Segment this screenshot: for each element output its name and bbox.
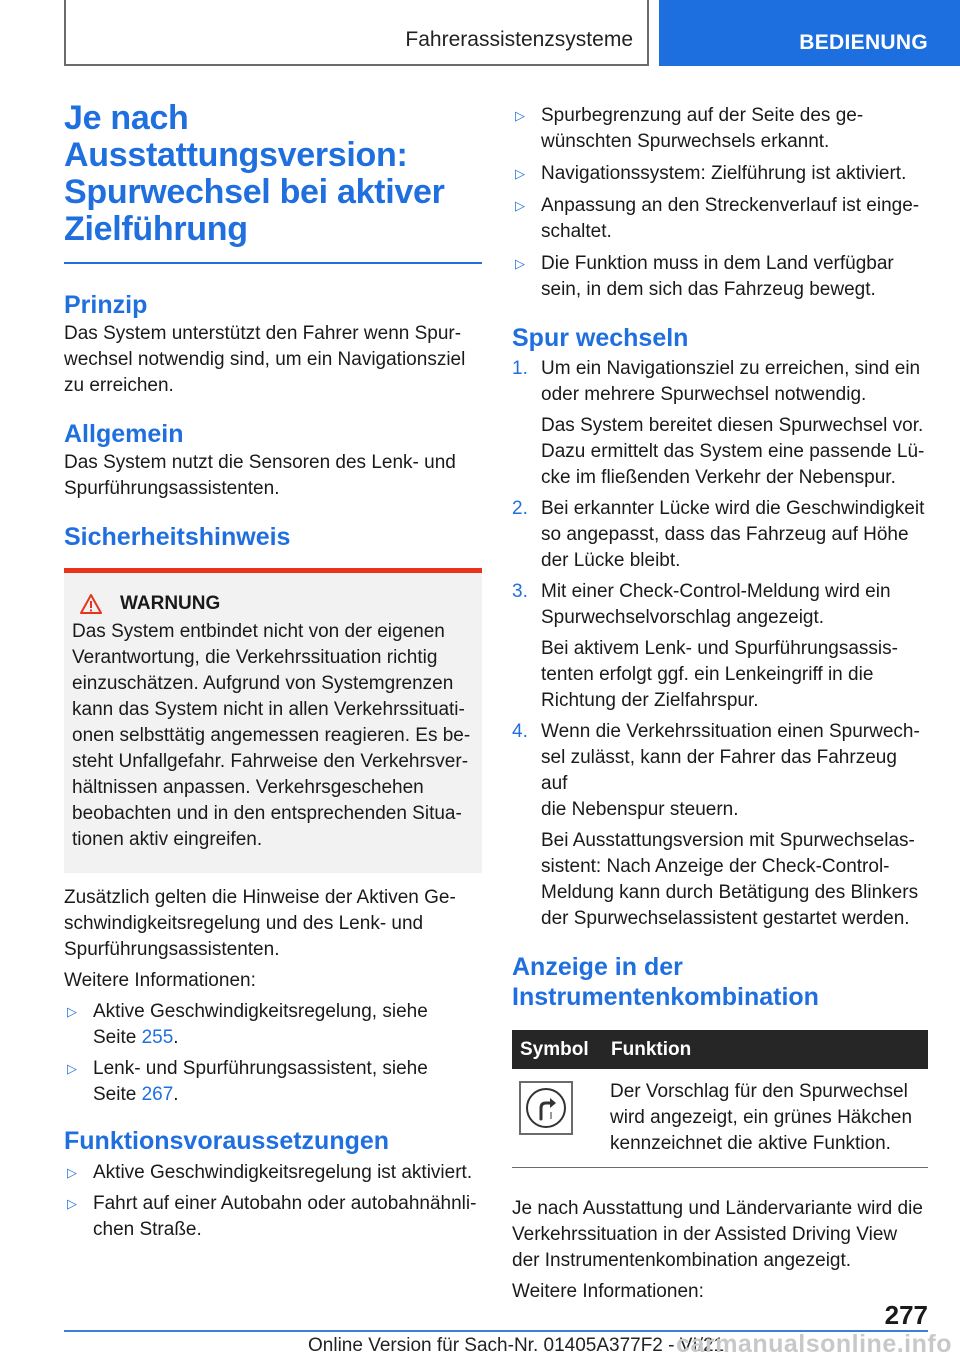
list-item: ▷ Spurbegrenzung auf der Seite des ge- wünschten Spurwechsels erkannt. (512, 103, 928, 155)
page-link-267[interactable]: 267 (141, 1084, 174, 1105)
triangle-bullet-icon: ▷ (67, 1061, 77, 1076)
left-column (64, 100, 482, 1243)
triangle-bullet-icon: ▷ (67, 1196, 77, 1211)
col-funktion: Funktion (603, 1030, 928, 1069)
page-link-255[interactable]: 255 (141, 1027, 174, 1048)
list-item: ▷ Anpassung an den Streckenverlauf ist einge- schaltet. (512, 193, 928, 245)
weitere-informationen: Weitere Informationen: (64, 970, 256, 991)
lane-change-symbol (519, 1081, 573, 1135)
table-header-row (512, 1030, 928, 1069)
warning-header (80, 593, 474, 615)
allgemein-text: Das System nutzt die Sensoren des Lenk- und Spurführungsassistenten. (64, 452, 456, 499)
numbered-step: 3. Mit einer Check-Control-Meldung wird ein Spurwechselvorschlag angezeigt. Bei aktivem Lenk- und Spurführungsassis- tenten erfolgt ggf. ein Lenkeingriff in die Richtung der Zielfahrspur. (512, 581, 898, 711)
list-item: ▷ Die Funktion muss in dem Land verfügbar sein, in dem sich das Fahrzeug bewegt. (512, 251, 928, 303)
title-divider (64, 262, 482, 264)
list-item: ▷ Aktive Geschwindigkeitsregelung ist aktiviert. (64, 1160, 482, 1186)
warning-triangle-icon (80, 594, 102, 614)
triangle-bullet-icon: ▷ (67, 1165, 77, 1180)
header-chapter-box (64, 0, 649, 66)
warning-box (64, 568, 482, 873)
triangle-bullet-icon: ▷ (515, 108, 525, 123)
heading-prinzip: Prinzip (64, 291, 148, 319)
list-item: ▷ Lenk- und Spurführungsassistent, siehe Seite 267. (64, 1056, 482, 1108)
triangle-bullet-icon: ▷ (515, 198, 525, 213)
header-section-box (659, 0, 960, 66)
numbered-step: 4. Wenn die Verkehrssituation einen Spurwech- sel zulässt, kann der Fahrer das Fahrzeug auf die Nebenspur steuern. Bei Ausstattungsversion mit Spurwechselas- sistent: Nach Anzeige der Check-Control- Meldung kann durch Betätigung des Blinkers der Spurwechselassistent gestartet werden. (512, 721, 920, 929)
warning-label: WARNUNG (120, 593, 221, 614)
right-column (512, 103, 928, 1305)
numbered-step: 2. Bei erkannter Lücke wird die Geschwindigkeit so angepasst, dass das Fahrzeug auf Höhe der Lücke bleibt. (512, 498, 925, 571)
row-description: Der Vorschlag für den Spurwechsel wird angezeigt, ein grünes Häkchen kennzeichnet die aktive Funktion. (610, 1081, 913, 1154)
triangle-bullet-icon: ▷ (67, 1004, 77, 1019)
heading-funktionsvoraussetzungen: Funktionsvoraussetzungen (64, 1127, 390, 1155)
chapter-title: Fahrerassistenzsysteme (405, 28, 633, 51)
closing-text: Je nach Ausstattung und Ländervariante wird die Verkehrssituation in der Assisted Driving View der Instrumentenkombination angezeigt. (512, 1198, 923, 1271)
prinzip-text: Das System unterstützt den Fahrer wenn Spur- wechsel notwendig sind, um ein Navigationsziel zu erreichen. (64, 323, 466, 396)
heading-spur-wechseln: Spur wechseln (512, 324, 689, 352)
lane-change-icon (524, 1086, 568, 1130)
page-number: 277 (884, 1300, 928, 1330)
section-title: BEDIENUNG (799, 31, 928, 54)
list-item: ▷ Navigationssystem: Zielführung ist aktiviert. (512, 161, 928, 187)
heading-anzeige: Anzeige in der Instrumentenkombination (512, 953, 819, 1011)
list-item: ▷ Aktive Geschwindigkeitsregelung, siehe Seite 255. (64, 999, 482, 1051)
col-symbol: Symbol (512, 1030, 603, 1069)
warning-text: Das System entbindet nicht von der eigenen Verantwortung, die Verkehrssituation richtig einzuschätzen. Aufgrund von Systemgrenzen kann das System nicht in allen Verkehrssituati- onen selbsttätig angemessen reagieren. Es be- steht Unfallgefahr. Fahrweise den Verkehrsver- hältnissen anpassen. Verkehrsgeschehen beobachten und in den entsprechenden Situa- tionen aktiv eingreifen. (72, 621, 471, 850)
heading-allgemein: Allgemein (64, 420, 184, 448)
triangle-bullet-icon: ▷ (515, 166, 525, 181)
table-row (512, 1069, 928, 1168)
zusatz-text: Zusätzlich gelten die Hinweise der Aktiven Ge- schwindigkeitsregelung und des Lenk- und Spurführungsassistenten. (64, 887, 456, 960)
page-title: Je nach Ausstattungsversion: Spurwechsel bei aktiver Zielführung (64, 99, 445, 248)
weitere-informationen-right: Weitere Informationen: (512, 1281, 704, 1302)
symbol-table (512, 1030, 928, 1168)
triangle-bullet-icon: ▷ (515, 256, 525, 271)
heading-sicherheitshinweis: Sicherheitshinweis (64, 523, 291, 551)
footer-online-version: Online Version für Sach-Nr. 01405A377F2 - VI/21 (308, 1335, 725, 1356)
numbered-step: 1. Um ein Navigationsziel zu erreichen, sind ein oder mehrere Spurwechsel notwendig. Das System bereitet diesen Spurwechsel vor. Dazu ermittelt das System eine passende Lü- cke im fließenden Verkehr der Nebenspur. (512, 358, 925, 488)
watermark: carmanualsonline.info (676, 1330, 952, 1358)
list-item: ▷ Fahrt auf einer Autobahn oder autobahnähnli- chen Straße. (64, 1191, 482, 1243)
